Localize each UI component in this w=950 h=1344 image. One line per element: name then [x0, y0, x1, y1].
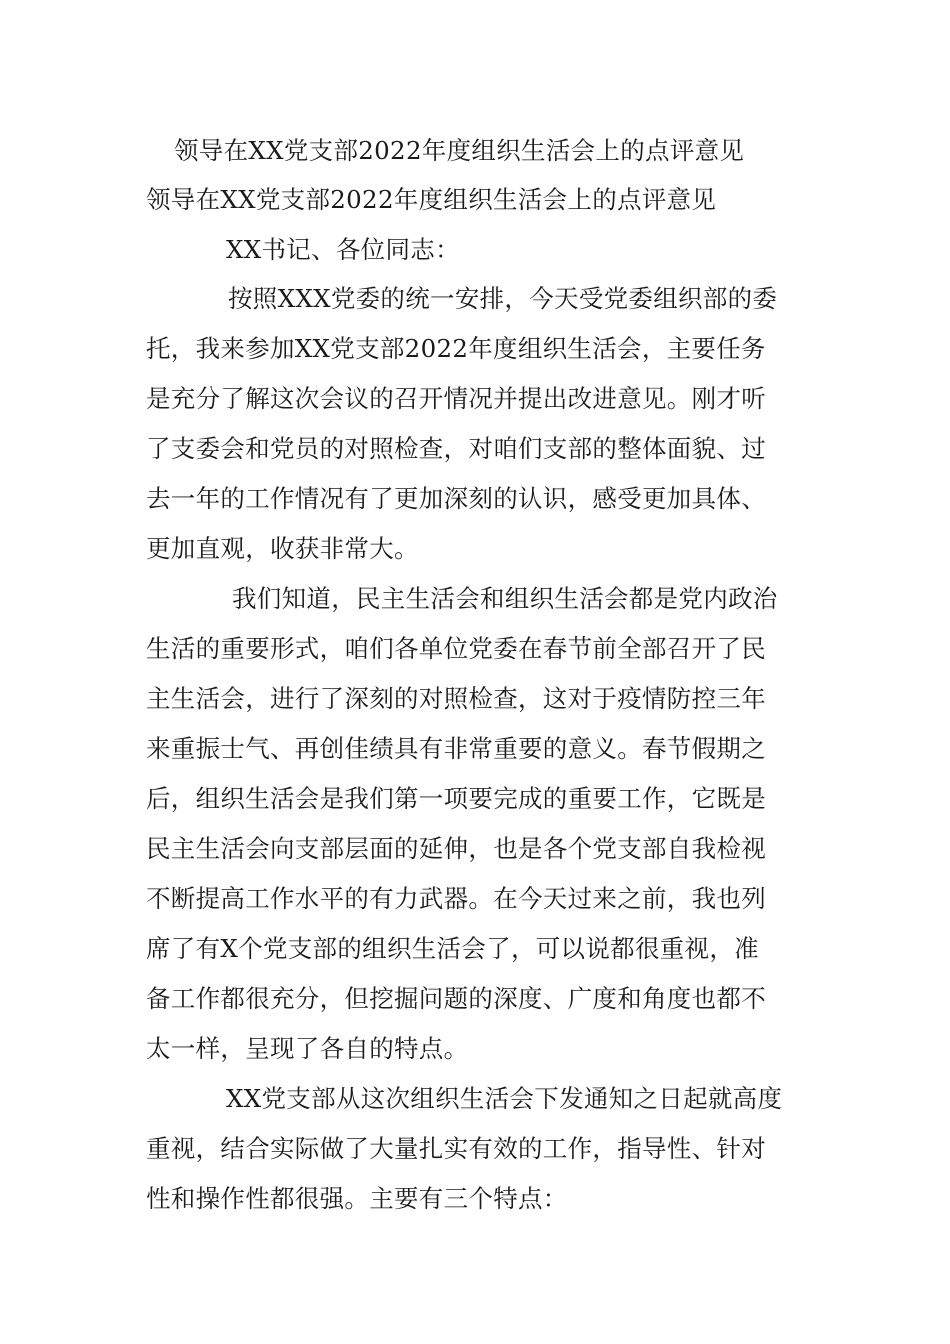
paragraph-2-line: 备工作都很充分，但挖掘问题的深度、广度和角度也都不: [146, 984, 766, 1013]
paragraph-2-line: 来重振士气、再创佳绩具有非常重要的意义。春节假期之: [146, 734, 766, 763]
paragraph-1-line: 更加直观，收获非常大。: [146, 534, 419, 563]
paragraph-2-line: 我们知道，民主生活会和组织生活会都是党内政治: [232, 584, 778, 613]
paragraph-2-line: 后，组织生活会是我们第一项要完成的重要工作，它既是: [146, 784, 766, 813]
paragraph-1-line: 了支委会和党员的对照检查，对咱们支部的整体面貌、过: [146, 434, 766, 463]
paragraph-1-line: 托，我来参加XX党支部2022年度组织生活会，主要任务: [146, 334, 766, 363]
document-title-repeat: 领导在XX党支部2022年度组织生活会上的点评意见: [146, 185, 717, 214]
paragraph-2-line: 生活的重要形式，咱们各单位党委在春节前全部召开了民: [146, 634, 766, 663]
paragraph-2-line: 民主生活会向支部层面的延伸，也是各个党支部自我检视: [146, 834, 766, 863]
paragraph-2-line: 主生活会，进行了深刻的对照检查，这对于疫情防控三年: [146, 684, 766, 713]
document-title: 领导在XX党支部2022年度组织生活会上的点评意见: [174, 136, 745, 165]
paragraph-2-line: 不断提高工作水平的有力武器。在今天过来之前，我也列: [146, 884, 766, 913]
paragraph-3-line: 性和操作性都很强。主要有三个特点：: [146, 1184, 568, 1213]
paragraph-3-line: XX党支部从这次组织生活会下发通知之日起就高度: [226, 1084, 783, 1113]
paragraph-3-line: 重视，结合实际做了大量扎实有效的工作，指导性、针对: [146, 1134, 766, 1163]
paragraph-1-line: 按照XXX党委的统一安排，今天受党委组织部的委: [228, 284, 778, 313]
paragraph-1-line: 去一年的工作情况有了更加深刻的认识，感受更加具体、: [146, 484, 766, 513]
paragraph-2-line: 席了有X个党支部的组织生活会了，可以说都很重视，准: [146, 934, 759, 963]
paragraph-1-line: 是充分了解这次会议的召开情况并提出改进意见。刚才听: [146, 384, 766, 413]
paragraph-2-line: 太一样，呈现了各自的特点。: [146, 1034, 469, 1063]
salutation: XX书记、各位同志：: [226, 235, 460, 264]
